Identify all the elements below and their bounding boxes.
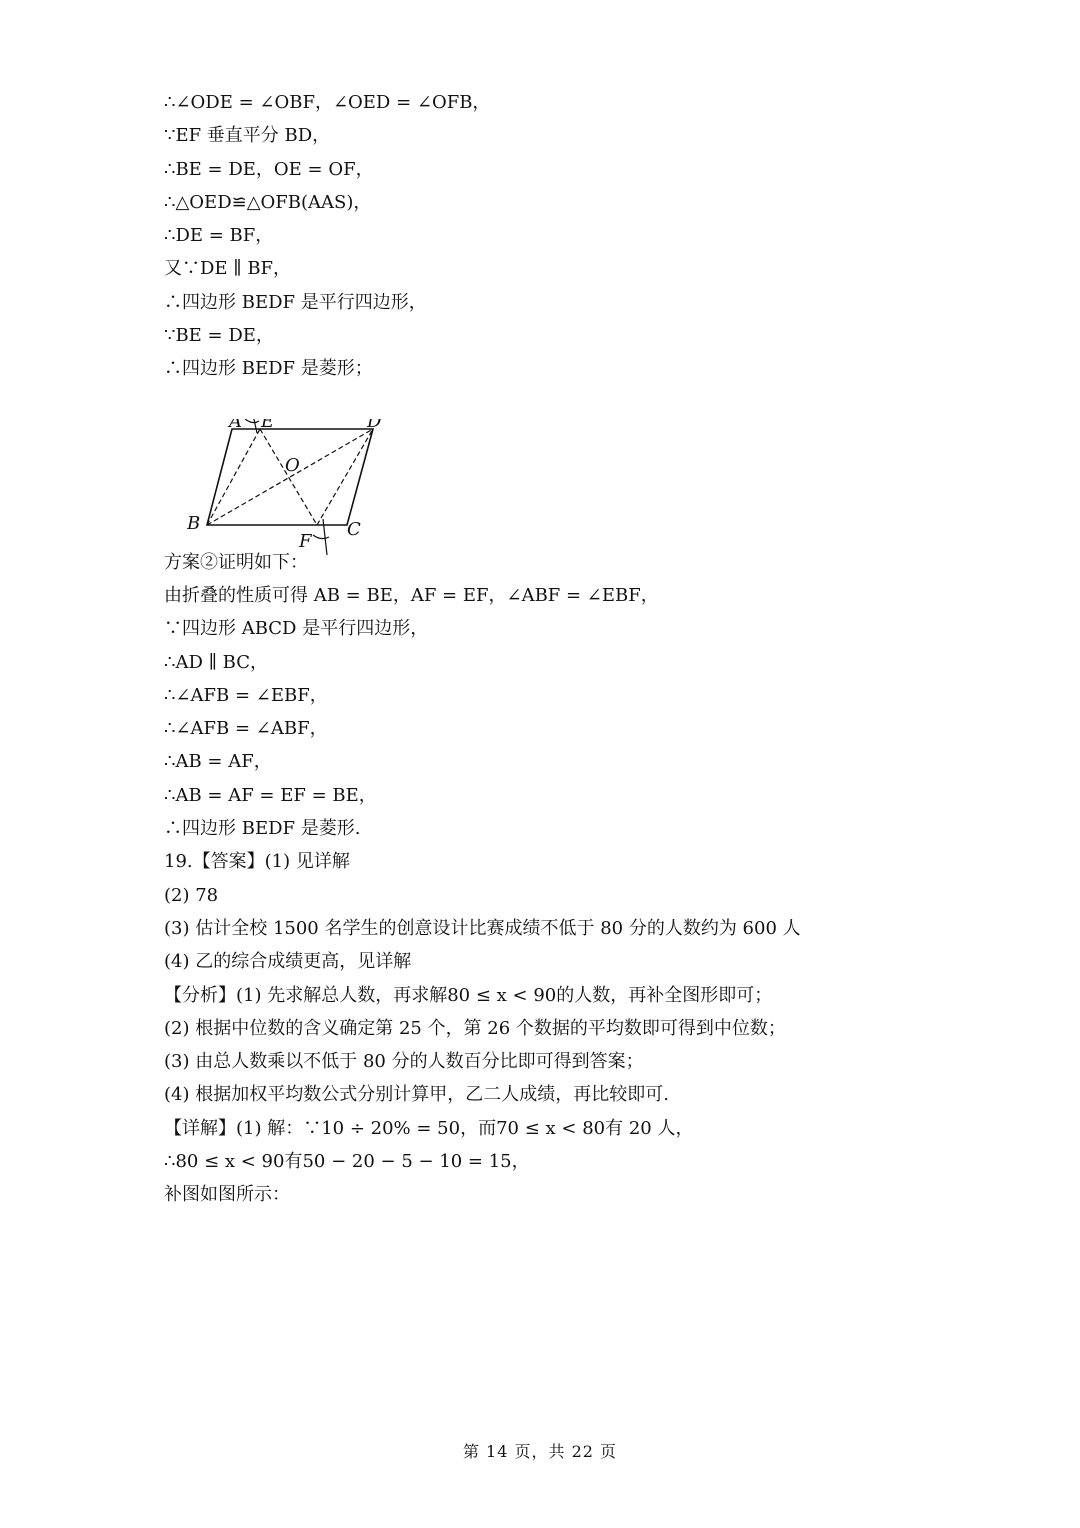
text-line: ∴BE = DE，OE = OF，: [164, 158, 374, 180]
text-line: ∴80 ≤ x < 90有50 − 20 − 5 − 10 = 15，: [164, 1151, 530, 1173]
label-d: D: [366, 418, 382, 432]
text-line: ∴△OED≌△OFB(AAS)，: [164, 191, 372, 213]
solution-text: [164, 86, 984, 1212]
arc-mark-top: [245, 419, 259, 423]
text-line: 方案②证明如下：: [164, 551, 308, 573]
arc-mark-bottom: [313, 535, 329, 539]
label-a: A: [228, 418, 242, 432]
text-line: ∵四边形 ABCD 是平行四边形，: [164, 618, 429, 640]
text-line: 又∵DE ∥ BF，: [164, 258, 292, 280]
text-line: (3) 估计全校 1500 名学生的创意设计比赛成绩不低于 80 分的人数约为 600 人: [164, 917, 801, 939]
text-line: ∴四边形 BEDF 是平行四边形，: [164, 291, 427, 313]
label-b: B: [186, 512, 201, 534]
text-line: (4) 根据加权平均数公式分别计算甲，乙二人成绩，再比较即可.: [164, 1084, 669, 1106]
parallelogram-figure: [164, 386, 984, 552]
text-line: ∴AD ∥ BC，: [164, 651, 268, 673]
text-line: 【详解】(1) 解：∵10 ÷ 20% = 50，而70 ≤ x < 80有 20 人，: [164, 1117, 694, 1139]
text-line: ∵BE = DE，: [164, 325, 274, 347]
text-line: (2) 根据中位数的含义确定第 25 个，第 26 个数据的平均数即可得到中位数；: [164, 1017, 786, 1039]
text-line: 补图如图所示：: [164, 1184, 290, 1206]
text-line: ∴四边形 BEDF 是菱形.: [164, 818, 361, 840]
segment-fd: [317, 429, 373, 525]
text-line: ∴AB = AF = EF = BE，: [164, 784, 377, 806]
label-c: C: [346, 518, 361, 540]
page-footer: 第 14 页，共 22 页: [462, 1442, 618, 1461]
segment-be: [207, 429, 260, 525]
text-line: ∴AB = AF，: [164, 751, 272, 773]
text-line: ∴∠AFB = ∠ABF，: [164, 718, 328, 740]
text-line: 【分析】(1) 先求解总人数，再求解80 ≤ x < 90的人数，再补全图形即可；: [164, 984, 773, 1006]
label-f: F: [298, 530, 312, 552]
diagonal-bd: [207, 429, 373, 525]
segment-ef: [260, 429, 317, 525]
label-o: O: [284, 454, 300, 476]
text-line: ∴∠AFB = ∠EBF，: [164, 684, 328, 706]
text-line: ∴DE = BF，: [164, 225, 274, 247]
text-line: ∴∠ODE = ∠OBF，∠OED = ∠OFB，: [164, 92, 491, 113]
arc-cross-top: [253, 419, 257, 433]
text-line: 19.【答案】(1) 见详解: [164, 851, 350, 873]
text-line: (3) 由总人数乘以不低于 80 分的人数百分比即可得到答案；: [164, 1051, 644, 1073]
text-line: ∴四边形 BEDF 是菱形；: [164, 358, 373, 380]
text-line: ∵EF 垂直平分 BD，: [164, 125, 331, 147]
label-e: E: [260, 418, 275, 432]
text-line: (4) 乙的综合成绩更高，见详解: [164, 951, 412, 973]
text-line: (2) 78: [164, 884, 219, 906]
text-line: 由折叠的性质可得 AB = BE，AF = EF，∠ABF = ∠EBF，: [164, 584, 659, 606]
